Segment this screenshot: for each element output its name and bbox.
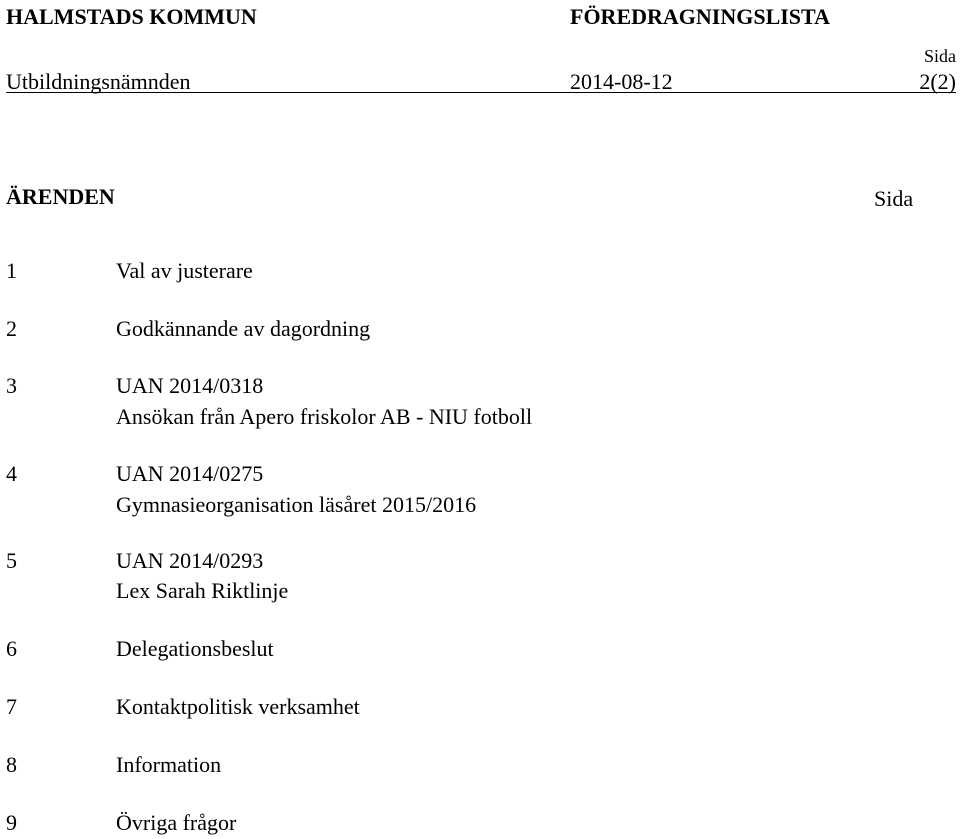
agenda-item-number: 4 — [6, 461, 17, 486]
page-number: 2(2) — [919, 69, 956, 94]
organization-name: HALMSTADS KOMMUN — [6, 4, 257, 29]
agenda-item-number: 7 — [6, 694, 17, 719]
agenda-item-title: Godkännande av dagordning — [116, 316, 371, 341]
agenda-item-case-number: UAN 2014/0275 — [116, 461, 264, 486]
page-column-header: Sida — [874, 186, 914, 211]
agenda-item-case-number: UAN 2014/0318 — [116, 373, 264, 398]
agenda-item-number: 3 — [6, 373, 17, 398]
agenda-item-title: Övriga frågor — [116, 810, 237, 835]
agenda-item-number: 8 — [6, 752, 17, 777]
agenda-item-title: Kontaktpolitisk verksamhet — [116, 694, 360, 719]
agenda-item-title: Information — [116, 752, 222, 777]
agenda-item-title: Gymnasieorganisation läsåret 2015/2016 — [116, 492, 477, 517]
page-label: Sida — [923, 46, 956, 66]
agenda-item-number: 5 — [6, 548, 17, 573]
agenda-item-number: 6 — [6, 636, 17, 661]
header-divider — [6, 92, 956, 93]
agenda-item-case-number: UAN 2014/0293 — [116, 548, 264, 573]
document-type: FÖREDRAGNINGSLISTA — [570, 4, 830, 29]
committee-name: Utbildningsnämnden — [6, 69, 191, 94]
section-title: ÄRENDEN — [6, 184, 115, 209]
agenda-item-title: Val av justerare — [116, 258, 253, 283]
agenda-item-title: Lex Sarah Riktlinje — [116, 578, 289, 603]
agenda-item-title: Ansökan från Apero friskolor AB - NIU fotboll — [116, 404, 533, 429]
meeting-date: 2014-08-12 — [570, 69, 673, 94]
agenda-item-title: Delegationsbeslut — [116, 636, 274, 661]
agenda-item-number: 2 — [6, 316, 17, 341]
agenda-item-number: 9 — [6, 810, 17, 835]
agenda-item-number: 1 — [6, 258, 17, 283]
